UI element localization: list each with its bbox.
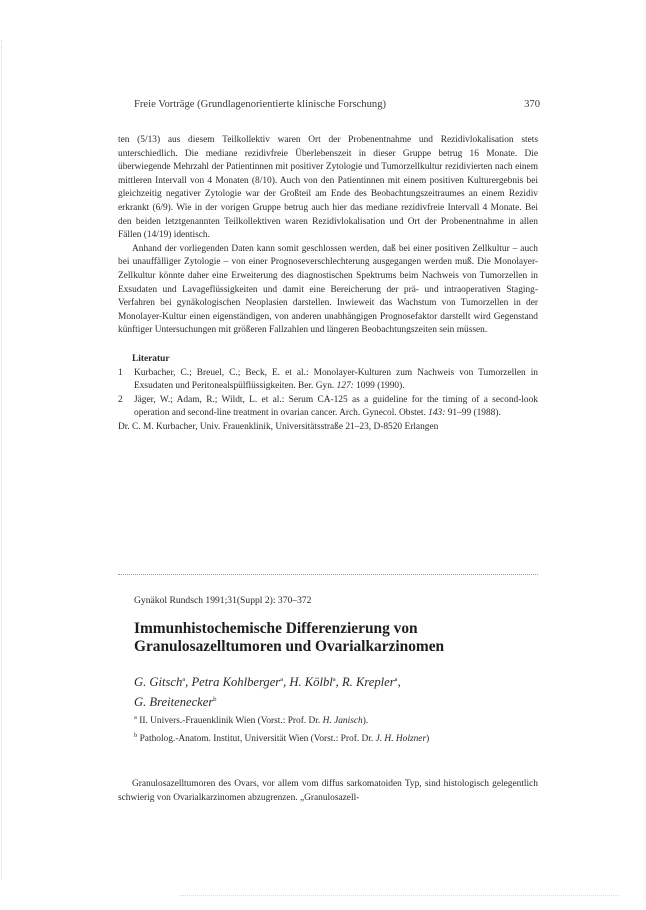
article-divider <box>118 574 538 575</box>
article-title-line: Immunhistochemische Differenzierung von <box>134 620 418 637</box>
literature-heading: Literatur <box>132 353 170 364</box>
affiliation-text: II. Univers.-Frauenklinik Wien (Vorst.: Prof. Dr. <box>139 716 321 727</box>
affiliation-mark: a <box>332 676 336 683</box>
reference-text: Kurbacher, C.; Breuel, C.; Beck, E. et al.: Monolayer-Kulturen zum Nachweis von Tumorzellen in Exsudaten und Peritonealspülflüssigkeiten. Ber. Gyn. <box>134 367 538 392</box>
affiliation-mark: a <box>182 676 186 683</box>
scan-edge <box>180 895 620 896</box>
institute-head: H. Janisch <box>322 716 363 727</box>
reference-number: 1 <box>118 367 123 378</box>
body-paragraph: ten (5/13) aus diesem Teilkollektiv waren Ort der Probenentnahme und Rezidivlokalisation stets unterschiedlich. Die mediane rezidivfreie Überlebenszeit in dieser Gruppe betrug 16 Monate. Die überwiegende Mehrzahl der Patientinnen mit positiver Zytologie und Tumorzellkultur rezidivierten nach einem mittleren Intervall von 4 Monaten (8/10). Auch von den Patientinnen mit einem positiven Kulturergebnis bei gleichzeitig negativer Zytologie war der Großteil am Ende des Beobachtungszeitraumes an einem Rezidiv erkrankt (6/9). Wie in der vorigen Gruppe betrug auch hier das mediane rezidivfreie Intervall 4 Monate. Bei den beiden letztgenannten Teilkollektiven waren Rezidivlokalisation und Ort der Probenentnahme in allen Fällen (14/19) identisch. <box>118 135 538 241</box>
reference-text-end: 1099 (1990). <box>356 381 405 392</box>
affiliation-line <box>134 729 538 747</box>
article-body <box>118 134 538 434</box>
reference-number: 2 <box>118 394 123 405</box>
author-name: G. Gitsch <box>134 675 183 690</box>
article-title <box>134 620 538 656</box>
institute-head: J. H. Holzner <box>375 733 427 744</box>
reference-volume: 127: <box>336 381 354 392</box>
reference-text-end: 91–99 (1988). <box>447 408 501 419</box>
affiliation-close: ) <box>426 733 430 744</box>
reference-text: Jäger, W.; Adam, R.; Wildt, L. et al.: Serum CA-125 as a guideline for the timing of a second-look operation and second-line treatment in ovarian cancer. Arch. Gynecol. Obstet. <box>134 394 538 419</box>
body-paragraph: Anhand der vorliegenden Daten kann somit geschlossen werden, daß bei einer positiven Zellkultur – auch bei unauffälliger Zytologie – von einer Prognoseverschlechterung ausgegangen werden muß. Die Monolayer-Zellkultur könnte daher eine Erweiterung des diagnostischen Spektrums beim Nachweis von Tumorzellen in Exsudaten und Lavageflüssigkeiten und damit eine Bereicherung der prä- und intraoperativen Staging-Verfahren bei gynäkologischen Neoplasien darstellen. Inwieweit das Wachstum von Tumorzellen in der Monolayer-Kultur einen eigenständigen, von anderen unabhängigen Prognosefaktor darstellt wird Gegenstand künftiger Untersuchungen mit größeren Fallzahlen und längeren Beobachtungszeiten sein müssen. <box>118 243 538 336</box>
author-list: G. Gitsch$^a$, Petra Kohlberger$^a$, H. Kölbl$^a$, R. Krepler$^a$, G. Breitenecker$^b$ <box>134 675 401 710</box>
affiliation-mark: b <box>213 696 217 704</box>
reference-item <box>118 394 538 421</box>
abstract-paragraph: Granulosazelltumoren des Ovars, vor allem vom diffus sarkomatoiden Typ, sind histologisch gelegentlich schwierig von Ovarialkarzinomen abzugrenzen. „Granulosazell- <box>118 779 538 803</box>
reference-volume: 143: <box>428 408 446 419</box>
article-title-line: Granulosazelltumoren und Ovarialkarzinomen <box>134 638 445 655</box>
affiliation-mark: a <box>280 676 284 683</box>
affiliation-line <box>134 711 538 729</box>
author-name: R. Krepler <box>341 675 395 690</box>
reference-item <box>118 367 538 394</box>
journal-citation: Gynäkol Rundsch 1991;31(Suppl 2): 370–372 <box>134 595 312 606</box>
affiliation-close: ). <box>362 716 369 727</box>
affiliation-text: Patholog.-Anatom. Institut, Universität Wien (Vorst.: Prof. Dr. <box>139 733 374 744</box>
affiliations <box>134 711 538 746</box>
author-name: G. Breitenecker <box>134 695 214 710</box>
author-name: Petra Kohlberger <box>191 675 281 690</box>
affiliation-mark: b <box>134 731 138 739</box>
affiliation-mark: a <box>394 676 398 683</box>
running-head-title: Freie Vorträge (Grundlagenorientierte klinische Forschung) <box>134 99 387 110</box>
page-number: 370 <box>524 99 540 110</box>
scan-edge <box>1 40 2 880</box>
running-head <box>134 99 540 110</box>
abstract <box>118 777 538 805</box>
author-contact: Dr. C. M. Kurbacher, Univ. Frauenklinik, Universitätsstraße 21–23, D-8520 Erlangen <box>118 421 439 432</box>
affiliation-mark: a <box>134 714 137 721</box>
author-name: H. Kölbl <box>289 675 333 690</box>
